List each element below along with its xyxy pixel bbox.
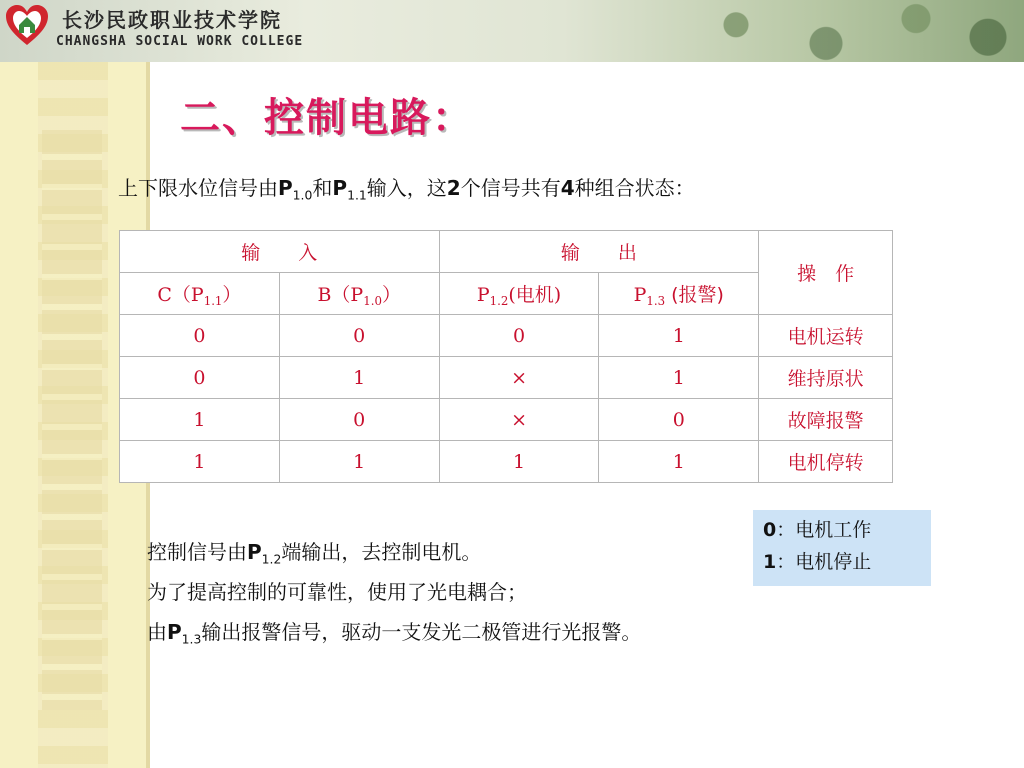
college-name-cn: 长沙民政职业技术学院 bbox=[62, 8, 282, 32]
intro-num-states: 4 bbox=[560, 176, 575, 200]
note-1-p: P bbox=[247, 540, 262, 564]
banner-foliage bbox=[664, 0, 1024, 62]
cell-c: 0 bbox=[120, 357, 280, 399]
note-line-1 bbox=[147, 532, 641, 572]
cell-b: 1 bbox=[279, 441, 439, 483]
cell-operation: 故障报警 bbox=[759, 399, 893, 441]
column-header-c-pre: C（P bbox=[157, 284, 204, 306]
cell-b: 0 bbox=[279, 399, 439, 441]
note-3-part-2: 输出报警信号，驱动一支发光二极管进行光报警。 bbox=[201, 620, 642, 644]
note-line-2: 为了提高控制的可靠性，使用了光电耦合； bbox=[147, 580, 527, 604]
legend-text-1: ：电机停止 bbox=[776, 551, 872, 573]
column-header-c-post: ） bbox=[222, 284, 242, 306]
cell-c: 1 bbox=[120, 399, 280, 441]
legend-line-0 bbox=[763, 514, 921, 546]
column-header-p13 bbox=[599, 273, 759, 315]
note-3-p: P bbox=[167, 620, 182, 644]
column-header-b bbox=[279, 273, 439, 315]
state-legend-box bbox=[753, 510, 931, 586]
cell-p12: 1 bbox=[439, 441, 599, 483]
intro-part-3: 输入，这 bbox=[366, 176, 447, 200]
cell-p13: 1 bbox=[599, 315, 759, 357]
slide-title: 二、控制电路： bbox=[180, 95, 474, 141]
intro-part-5: 种组合状态： bbox=[574, 176, 695, 200]
heart-emblem-icon bbox=[4, 3, 50, 49]
intro-p-b-sub: 1.1 bbox=[347, 187, 367, 203]
column-header-p12-sub: 1.2 bbox=[489, 294, 509, 309]
column-header-p13-post: (报警) bbox=[665, 284, 724, 306]
table-row bbox=[120, 441, 893, 483]
note-1-sub: 1.2 bbox=[261, 551, 282, 567]
output-group-header: 输 出 bbox=[439, 231, 759, 273]
cell-b: 1 bbox=[279, 357, 439, 399]
table-row bbox=[120, 399, 893, 441]
cell-b: 0 bbox=[279, 315, 439, 357]
table-row bbox=[120, 315, 893, 357]
operation-header: 操 作 bbox=[759, 231, 893, 315]
intro-num-signals: 2 bbox=[446, 176, 461, 200]
column-header-p13-pre: P bbox=[633, 284, 647, 306]
intro-p-a-sub: 1.0 bbox=[292, 187, 313, 203]
cell-operation: 电机运转 bbox=[759, 315, 893, 357]
column-header-b-post: ） bbox=[381, 284, 401, 306]
legend-key-1: 1 bbox=[763, 551, 777, 573]
cell-p12: 0 bbox=[439, 315, 599, 357]
cell-p13: 0 bbox=[599, 399, 759, 441]
table-group-header-row bbox=[120, 231, 893, 273]
column-header-c bbox=[120, 273, 280, 315]
note-1-part-2: 端输出，去控制电机。 bbox=[281, 540, 482, 564]
intro-p-a: P bbox=[278, 176, 293, 200]
column-header-p13-sub: 1.3 bbox=[646, 294, 666, 309]
column-header-p12-pre: P bbox=[476, 284, 490, 306]
legend-line-1 bbox=[763, 546, 921, 578]
cell-p13: 1 bbox=[599, 357, 759, 399]
cell-operation: 维持原状 bbox=[759, 357, 893, 399]
cell-c: 0 bbox=[120, 315, 280, 357]
column-header-c-sub: 1.1 bbox=[203, 294, 223, 309]
table-row bbox=[120, 357, 893, 399]
column-header-p12 bbox=[439, 273, 599, 315]
header-banner bbox=[0, 0, 1024, 62]
intro-part-4: 个信号共有 bbox=[460, 176, 561, 200]
intro-part-1: 上下限水位信号由 bbox=[118, 176, 278, 200]
note-1-part-1: 控制信号由 bbox=[147, 540, 247, 564]
left-decor-pattern bbox=[42, 130, 102, 710]
note-3-part-1: 由 bbox=[147, 620, 167, 644]
intro-text bbox=[118, 172, 695, 201]
legend-text-0: ：电机工作 bbox=[776, 519, 872, 541]
cell-operation: 电机停转 bbox=[759, 441, 893, 483]
note-line-3 bbox=[147, 612, 641, 652]
column-header-b-pre: B（P bbox=[317, 284, 364, 306]
legend-key-0: 0 bbox=[763, 519, 777, 541]
cell-p12: × bbox=[439, 357, 599, 399]
input-group-header: 输 入 bbox=[120, 231, 440, 273]
intro-p-b: P bbox=[332, 176, 348, 200]
column-header-b-sub: 1.0 bbox=[363, 294, 382, 309]
notes-block bbox=[147, 532, 641, 652]
cell-c: 1 bbox=[120, 441, 280, 483]
intro-part-2: 和 bbox=[312, 176, 333, 200]
cell-p13: 1 bbox=[599, 441, 759, 483]
note-3-sub: 1.3 bbox=[181, 631, 202, 647]
truth-table bbox=[119, 230, 893, 483]
column-header-p12-post: (电机) bbox=[508, 284, 562, 306]
college-name-en: CHANGSHA SOCIAL WORK COLLEGE bbox=[56, 34, 304, 49]
cell-p12: × bbox=[439, 399, 599, 441]
